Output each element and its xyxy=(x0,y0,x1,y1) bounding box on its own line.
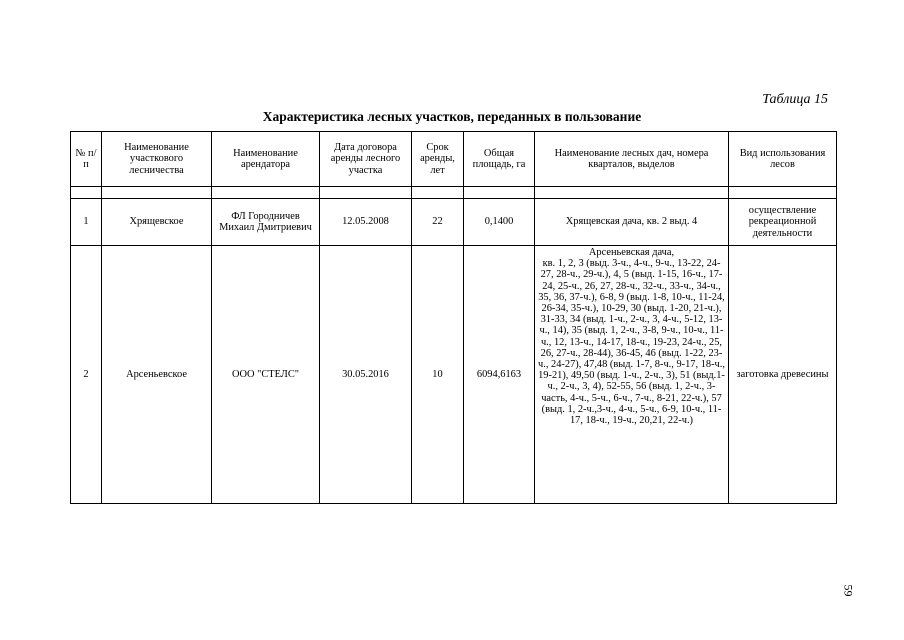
cell-blocks: Хрящевская дача, кв. 2 выд. 4 xyxy=(535,199,729,246)
header-area: Общая площадь, га xyxy=(464,132,535,187)
cell-term: 22 xyxy=(412,199,464,246)
header-forestry: Наименование участкового лесничества xyxy=(102,132,212,187)
table-number-label: Таблица 15 xyxy=(762,92,828,107)
table-row xyxy=(71,199,837,246)
header-num: № п/п xyxy=(71,132,102,187)
table-row xyxy=(71,246,837,504)
cell-area: 6094,6163 xyxy=(464,246,535,504)
cell-forestry: Арсеньевское xyxy=(102,246,212,504)
cell-date: 30.05.2016 xyxy=(320,246,412,504)
header-blocks: Наименование лесных дач, номера кварталов, выделов xyxy=(535,132,729,187)
cell-area: 0,1400 xyxy=(464,199,535,246)
forest-plots-table xyxy=(70,131,837,504)
header-term: Срок аренды, лет xyxy=(412,132,464,187)
header-date: Дата договора аренды лесного участка xyxy=(320,132,412,187)
cell-date: 12.05.2008 xyxy=(320,199,412,246)
cell-use: осуществление рекреационной деятельности xyxy=(729,199,837,246)
header-use: Вид использования лесов xyxy=(729,132,837,187)
table-header-row xyxy=(71,132,837,187)
cell-tenant: ООО "СТЕЛС" xyxy=(212,246,320,504)
header-tenant: Наименование арендатора xyxy=(212,132,320,187)
cell-num: 2 xyxy=(71,246,102,504)
cell-forestry: Хрящевское xyxy=(102,199,212,246)
cell-blocks: Арсеньевская дача, кв. 1, 2, 3 (выд. 3-ч., 4-ч., 9-ч., 13-22, 24-27, 28-ч., 29-ч.), 4, 5 (выд. 1-15, 16-ч., 17-24, 25-ч., 26, 27, 28-ч., 32-ч., 33-ч., 34-ч., 35, 36, 37-ч.), 6-8, 9 (выд. 1-8, 10-ч., 11-24, 26-34, 35-ч.), 10-29, 30 (выд. 1-20, 21-ч.), 31-33, 34 (выд. 1-ч., 2-ч., 3, 4-ч., 5-12, 13-ч., 14), 35 (выд. 1, 2-ч., 3-8, 9-ч., 10-ч., 11-ч., 12, 13-ч., 14-17, 18-ч., 19-23, 24-ч., 25, 26, 27-ч., 28-44), 36-45, 46 (выд. 1-22, 23-ч., 24-27), 47,48 (выд. 1-7, 8-ч., 9-17, 18-ч., 19-21), 49,50 (выд. 1-ч., 2-ч., 3), 51 (выд.1-ч., 2-ч., 3, 4), 52-55, 56 (выд. 1, 2-ч., 3-часть, 4-ч., 5-ч., 6-ч., 7-ч., 8-21, 22-ч.), 57 (выд. 1, 2-ч.,3-ч., 4-ч., 5-ч., 6-9, 10-ч., 11-17, 18-ч., 19-ч., 20,21, 22-ч.) xyxy=(535,246,729,504)
page-number: 59 xyxy=(841,584,856,597)
cell-term: 10 xyxy=(412,246,464,504)
cell-num: 1 xyxy=(71,199,102,246)
document-title: Характеристика лесных участков, переданных в пользование xyxy=(262,109,642,124)
cell-tenant: ФЛ Городничев Михаил Дмитриевич xyxy=(212,199,320,246)
cell-use: заготовка древесины xyxy=(729,246,837,504)
spacer-row xyxy=(71,187,837,199)
